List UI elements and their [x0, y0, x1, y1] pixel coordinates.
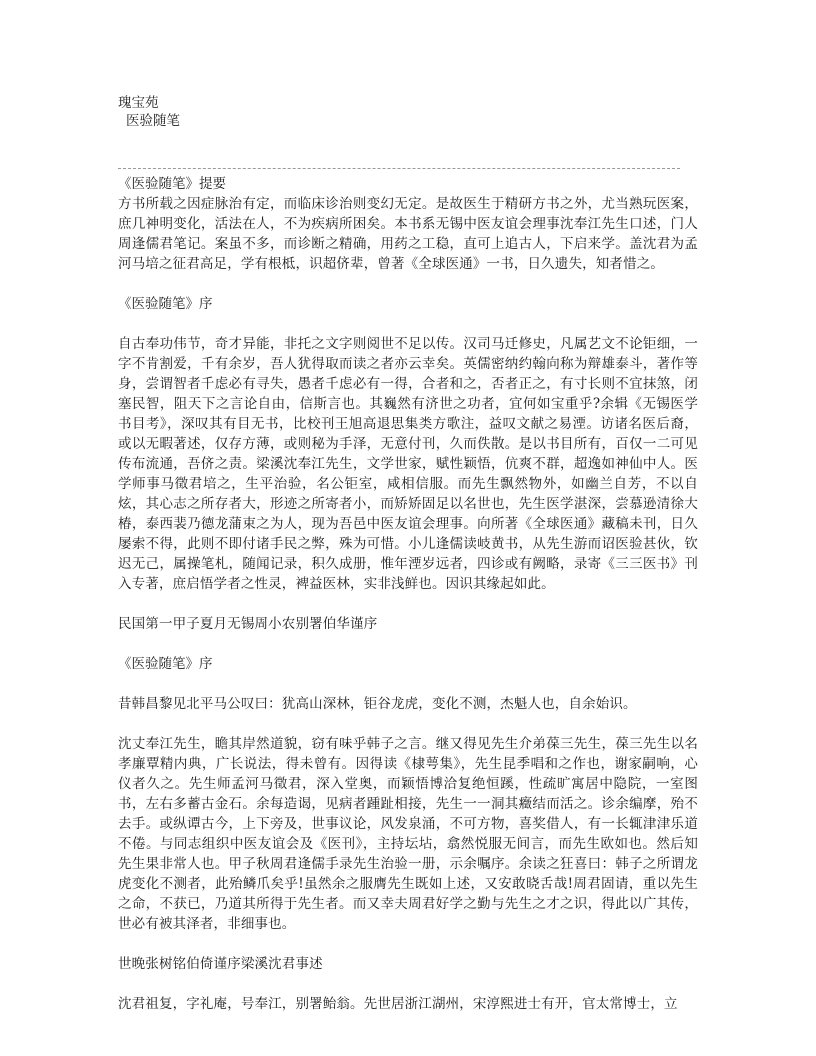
- section-preface-2: [118, 654, 698, 974]
- summary-heading: 《医验随笔》提要: [118, 176, 226, 192]
- separator-line: [118, 168, 680, 169]
- preface2-text: 沈丈奉江先生，瞻其岸然道貌，窃有味乎韩子之言。继又得见先生介弟葆三先生，葆三先生以名孝廉覃精内典，广长说法，得未曾有。因得读《棣萼集》，先生昆季唱和之作也，谢家嗣响，心仪者久之。先生师孟河马徵君，深入堂奥，而颖悟博洽复绝恒蹊，性疏旷寓居中隐院，一室图书，左右多蓄古金石。余每造谒，见病者踵趾相接，先生一一洞其癥结而活之。诊余编摩，殆不去手。或纵谭古今，上下旁及，世事议论，风发泉涌，不可方物，喜奖借人，有一长辄津津乐道不倦。与同志组织中医友谊会及《医刊》，主持坛坫，翕然悦服无间言，而先生欧如也。然后知先生果非常人也。甲子秋周君逢儒手录先生治验一册，示余嘱序。余读之狂喜曰：韩子之所谓龙虎变化不测者，此殆鳞爪矣乎!虽然余之服膺先生既如上述，又安敢晓舌哉!周君固请，重以先生之命，不获已，乃道其所得于先生者。而又幸夫周君好学之勤与先生之才之识，得此以广其传，世必有被其泽者，非细事也。: [118, 736, 698, 932]
- spacer: [118, 314, 698, 334]
- preface2-signature: 世晚张树铭伯倚谨序梁溪沈君事述: [118, 956, 323, 972]
- preface2-heading: 《医验随笔》序: [118, 656, 213, 672]
- spacer: [118, 714, 698, 734]
- section-summary: [118, 174, 698, 274]
- spacer: [118, 634, 698, 654]
- section-preface-1: [118, 294, 698, 634]
- summary-text: 方书所载之因症脉治有定，而临床诊治则变幻无定。是故医生于精研方书之外，尤当熟玩医案，庶几神明变化，活法在人，不为疾病所困矣。本书系无锡中医友谊会理事沈奉江先生口述，门人周逢儒君笔记。案虽不多，而诊断之精确，用药之工稳，直可上追古人，下启来学。盖沈君为孟河马培之征君高足，学有根柢，识超侪辈，曾著《全球医通》一书，日久遗失，知者惜之。: [118, 196, 698, 272]
- document-page: [118, 94, 698, 1014]
- section-biography: [118, 994, 698, 1014]
- spacer: [118, 594, 698, 614]
- spacer: [118, 274, 698, 294]
- spacer: [118, 674, 698, 694]
- preface2-intro: 昔韩昌黎见北平马公叹曰：犹高山深林，钜谷龙虎，变化不测，杰魁人也，自余始识。: [118, 696, 637, 712]
- spacer: [118, 934, 698, 954]
- book-title: 医验随笔: [126, 113, 180, 129]
- biography-text: 沈君祖复，字礼庵，号奉江，别署鲐翁。先世居浙江湖州，宋淳熙进士有开，官太常博士，立: [118, 996, 678, 1012]
- preface1-signature: 民国第一甲子夏月无锡周小农别署伯华谨序: [118, 616, 378, 632]
- preface1-heading: 《医验随笔》序: [118, 296, 213, 312]
- preface1-text: 自古奉功伟节，奇才异能，非托之文字则阅世不足以传。汉司马迁修史，凡属艺文不论钜细，一字不肯割爱，千有余岁，吾人犹得取而读之者亦云幸矣。英儒密纳约翰向称为辩雄泰斗，著作等身，尝谓智者千虑必有寻失，愚者千虑必有一得，合者和之，否者正之，有寸长则不宜抹煞，闭塞民智，阻天下之言论自由，信斯言也。其巍然有济世之功者，宜何如宝重乎?余辑《无锡医学书目考》，深叹其有目无书，比校刊王旭高退思集类方歌注，益叹文献之易湮。访诸名医后裔，或以无暇著述，仅存方薄，或则秘为手泽，无意付刊，久而佚散。是以书目所有，百仅一二可见传布流通，吾侪之责。梁溪沈奉江先生，文学世家，赋性颖悟，伉爽不群，超逸如神仙中人。医学师事马徵君培之，生平治验，名公钜室，咸相信服。而先生飘然物外，如幽兰自芳，不以自炫，其心志之所存者大，形迹之所寄者小，而矫矫固足以名世也，先生医学湛深，尝慕逊清徐大椿，泰西裴乃德龙蒲束之为人，现为吾邑中医友谊会理事。向所著《全球医通》藏稿未刊，日久屡索不得，此则不即付诸手民之弊，殊为可惜。小儿逢儒读岐黄书，从先生游而诏医验甚伙，钦迟无己，属操笔札，随闻记录，积久成册，惟年湮岁远者，四诊或有阙略，录寄《三三医书》刊入专著，庶启悟学者之性灵，裨益医林，实非浅鲜也。因识其缘起如此。: [118, 336, 698, 592]
- site-title: 瑰宝苑: [118, 95, 159, 111]
- spacer: [118, 974, 698, 994]
